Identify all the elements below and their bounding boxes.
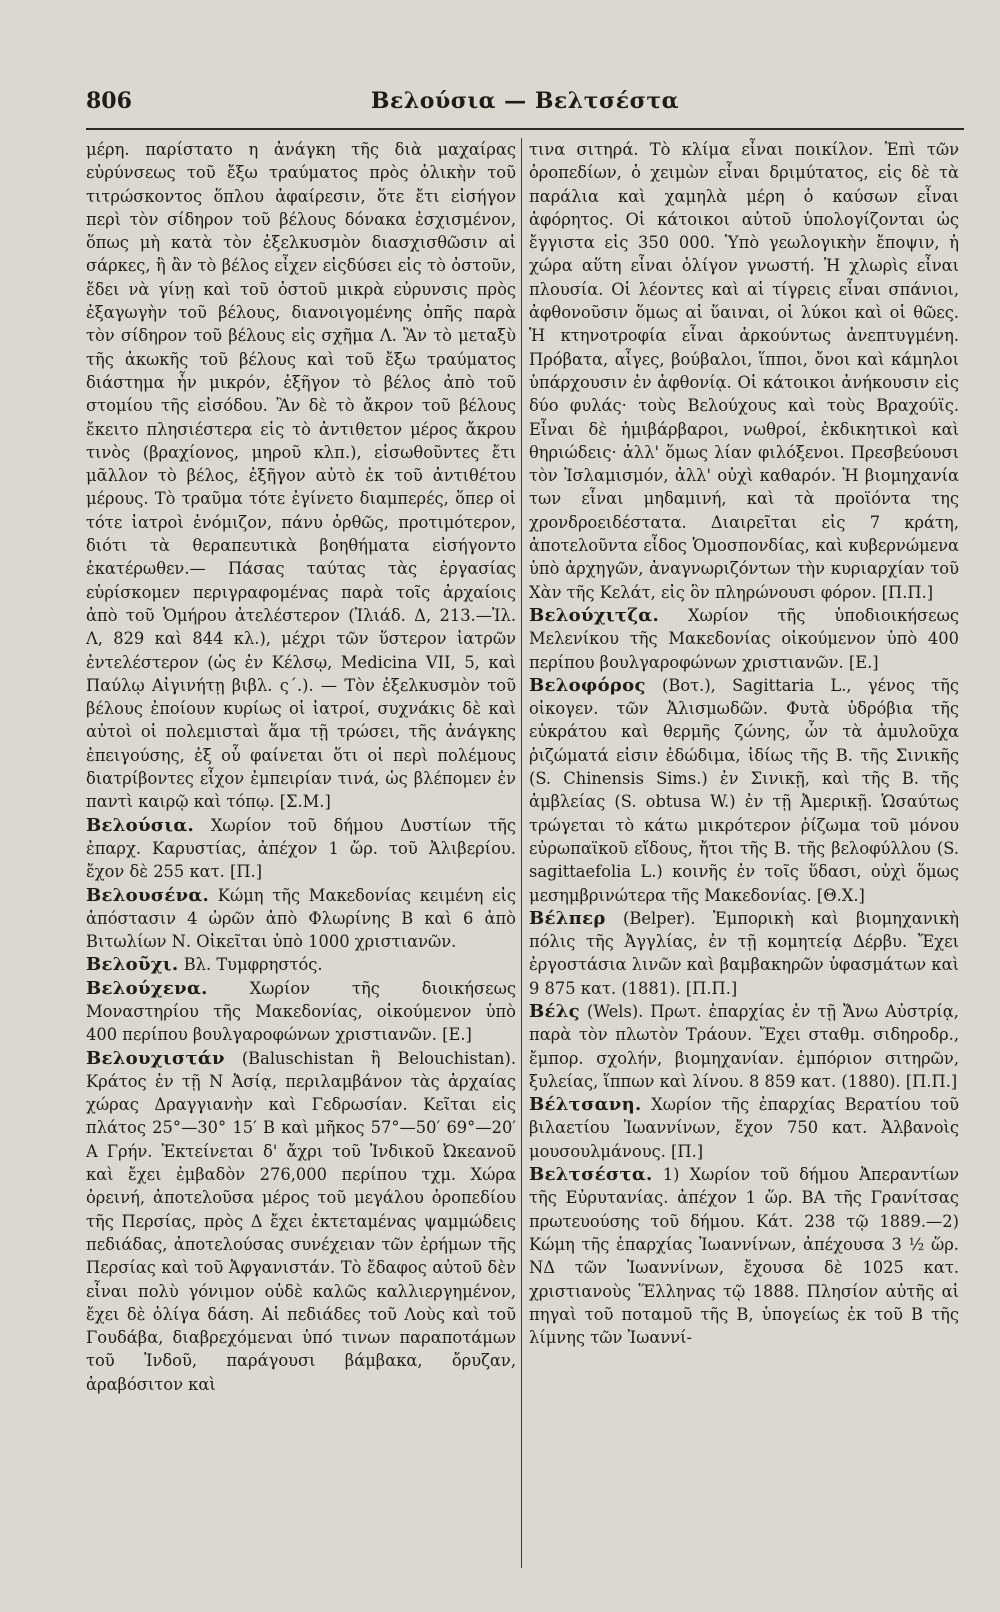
header-rule: [86, 128, 964, 130]
headword: Βελούχιτζα.: [529, 604, 660, 626]
entry-belousena: Βελουσένα. Κώμη τῆς Μακεδονίας κειμένη εἰς ἀπόστασιν 4 ὡρῶν ἀπὸ Φλωρίνης Β καὶ 6 ἀπὸ Βιτωλίων Ν. Οἰκεῖται ὑπὸ 1000 χριστιανῶν.: [86, 884, 516, 952]
headword: Βελοφόρος: [529, 674, 646, 696]
entry-beltsani: Βέλτσανη. Χωρίον τῆς ἐπαρχίας Βερατίου τοῦ βιλαετίου Ἰωαννίνων, ἔχον 750 κατ. Ἀλβανοὶς μουσουλμάνους. [Π.]: [529, 1094, 959, 1161]
right-column: [529, 138, 959, 1578]
entry-belouchitsa: Βελούχιτζα. Χωρίον τῆς ὑποδιοικήσεως Μελενίκου τῆς Μακεδονίας οἰκούμενον ὑπὸ 400 περίπου βουλγαροφώνων χριστιανῶν. [Ε.]: [529, 604, 959, 672]
headword: Βελουσένα.: [86, 884, 210, 906]
headword: Βελούσια.: [86, 814, 195, 836]
left-column: [86, 138, 516, 1578]
entry-beltsesta: Βελτσέστα. 1) Χωρίον τοῦ δήμου Ἀπεραντίων τῆς Εὐρυτανίας. ἀπέχον 1 ὥρ. ΒΑ τῆς Γρανίτσας πρωτευούσης τοῦ δήμου. Κάτ. 238 τῷ 1889.—2) Κώμη τῆς ἐπαρχίας Ἰωαννίνων, ἀπέχουσα 3 ½ ὥρ. ΝΔ τῶν Ἰωαννίνων, ἔχουσα δὲ 1025 κατ. χριστιανοὺς Ἕλληνας τῷ 1888. Πλησίον αὐτῆς αἱ πηγαὶ τοῦ ποταμοῦ τῆς Β, ὑπογείως ἐκ τοῦ Β τῆς λίμνης τῶν Ἰωαννί-: [529, 1164, 959, 1348]
entry-belouchi: Βελοῦχι. Βλ. Τυμφρηστός.: [86, 954, 323, 976]
column-divider: [521, 138, 522, 1568]
running-head: Βελούσια — Βελτσέστα: [370, 88, 680, 114]
entry-belouchistan: Βελουχιστάν (Baluschistan ἢ Belouchistan). Κράτος ἐν τῇ Ν Ἀσίᾳ, περιλαμβάνον τὰς ἀρχαίας χώρας Δραγγιανὴν καὶ Γεδρωσίαν. Κεῖται εἰς πλάτος 25°—30° 15′ Β καὶ μῆκος 57°—50′ 69°—20′ Α Γρήν. Ἐκτείνεται δ' ἄχρι τοῦ Ἰνδικοῦ Ὠκεανοῦ καὶ ἔχει ἐμβαδὸν 276,000 περίπου τχμ. Χώρα ὀρεινή, ἀποτελοῦσα μέρος τοῦ μεγάλου ὀροπεδίου τῆς Περσίας, πρὸς Δ ἔχει ἐκτεταμένας ψαμμώδεις πεδιάδας, ἀποτελούσας συνέχειαν τῶν ἐρήμων τῆς Περσίας καὶ τοῦ Ἀφγανιστάν. Τὸ ἔδαφος αὐτοῦ δὲν εἶναι πολὺ γόνιμον οὐδὲ καλῶς καλλιεργημένον, ἔχει δὲ ὀλίγα δάση. Αἱ πεδιάδες τοῦ Λοὺς καὶ τοῦ Γουδάβα, διαβρεχόμεναι ὑπό τινων παραποτάμων τοῦ Ἰνδοῦ, παράγουσι βάμβακα, ὄρυζαν, ἀραβόσιτον καὶ: [86, 1047, 516, 1394]
entry-belper: Βέλπερ (Belper). Ἐμπορικὴ καὶ βιομηχανικὴ πόλις τῆς Ἀγγλίας, ἐν τῇ κομητείᾳ Δέρβυ. Ἔχει ἐργοστάσια λινῶν καὶ βαμβακηρῶν ὑφασμάτων καὶ 9 875 κατ. (1881). [Π.Π.]: [529, 907, 959, 998]
headword: Βέλς: [529, 1000, 580, 1022]
headword: Βελτσέστα.: [529, 1164, 653, 1186]
page-number: 806: [86, 88, 132, 114]
entry-wels: Βέλς (Wels). Πρωτ. ἐπαρχίας ἐν τῇ Ἄνω Αὐστρίᾳ, παρὰ τὸν πλωτὸν Τράουν. Ἔχει σταθμ. σιδηροδρ., ἔμπορ. σχολήν, βιομηχανίαν. ἐμπόριον σιτηρῶν, ξυλείας, ἵππων καὶ λίνου. 8 859 κατ. (1880). [Π.Π.]: [529, 1000, 959, 1091]
entry-continuation: τινα σιτηρά. Τὸ κλίμα εἶναι ποικίλον. Ἐπὶ τῶν ὀροπεδίων, ὁ χειμὼν εἶναι δριμύτατος, εἰς δὲ τὰ παράλια καὶ χαμηλὰ μέρη ὁ καύσων εἶναι ἀφόρητος. Οἱ κάτοικοι αὐτοῦ ὑπολογίζονται ὡς ἔγγιστα εἰς 350 000. Ὑπὸ γεωλογικὴν ἔποψιν, ἡ χώρα αὕτη εἶναι ὀλίγον γνωστή. Ἡ χλωρὶς εἶναι πλουσία. Οἱ λέοντες καὶ αἱ τίγρεις εἶναι σπάνιοι, ἀφθονοῦσιν ὅμως αἱ ὕαιναι, οἱ λύκοι καὶ οἱ θῶες. Ἡ κτηνοτροφία εἶναι ἀρκούντως ἀνεπτυγμένη. Πρόβατα, αἶγες, βούβαλοι, ἵπποι, ὄνοι καὶ κάμηλοι ὑπάρχουσιν ἐν ἀφθονίᾳ. Οἱ κάτοικοι ἀνήκουσιν εἰς δύο φυλάς· τοὺς Βελούχους καὶ τοὺς Βραχούϊς. Εἶναι δὲ ἡμιβάρβαροι, νωθροί, ἐκδικητικοὶ καὶ θηριώδεις· ἀλλ' ὅμως λίαν φιλόξενοι. Πρεσβεύουσι τὸν Ἰσλαμισμόν, ἀλλ' οὐχὶ καθαρόν. Ἡ βιομηχανία των εἶναι μηδαμινή, καὶ τὰ προϊόντα της χρονδροειδέστατα. Διαιρεῖται εἰς 7 κράτη, ἀποτελοῦντα εἶδος Ὁμοσπονδίας, καὶ κυβερνώμενα ὑπὸ ἀρχηγῶν, ἀναγνωριζόντων τὴν κυριαρχίαν τοῦ Χὰν τῆς Κελάτ, εἰς ὃν πληρώνουσι φόρον. [Π.Π.]: [529, 140, 959, 602]
entry-continuation: μέρη. παρίστατο η ἀνάγκη τῆς διὰ μαχαίρας εὐρύνσεως τοῦ ἔξω τραύματος πρὸς ὁλικὴν τοῦ τιτρώσκοντος ὅπλου ἀφαίρεσιν, ὅτε ἔτι εἰσήγον περὶ τὸν σίδηρον τοῦ βέλους δόνακα ἐσχισμένον, ὅπως μὴ κατὰ τὸν ἐξελκυσμὸν διασχισθῶσιν αἱ σάρκες, ἢ ἂν τὸ βέλος εἶχεν εἰςδύσει εἰς τὸ ὀστοῦν, ἔδει νὰ γίνῃ καὶ τοῦ ὀστοῦ μικρὰ εὐρυνσις πρὸς ἐξαγωγὴν τοῦ βέλους, διανοιγομένης ὀπῆς παρὰ τὸν σίδηρον τοῦ βέλους εἰς σχῆμα Λ. Ἂν τὸ μεταξὺ τῆς ἀκωκῆς τοῦ βέλους καὶ τοῦ ἔξω τραύματος διάστημα ἦν μικρόν, ἐξῆγον τὸ βέλος ἀπὸ τοῦ στομίου τῆς εἰσόδου. Ἂν δὲ τὸ ἄκρον τοῦ βέλους ἔκειτο πλησιέστερα εἰς τὸ ἀντιθετον μέρος ἄκρου τινὸς (βραχίονος, μηροῦ κλπ.), εἰσωθοῦντες ἔτι μᾶλλον τὸ βέλος, ἐξῆγον αὐτὸ ἐκ τοῦ ἀντιθέτου μέρους. Τὸ τραῦμα τότε ἐγίνετο διαμπερές, ὅπερ οἱ τότε ἰατροὶ ἐνόμιζον, πάνυ ὀρθῶς, προτιμότερον, διότι τὰ θεραπευτικὰ βοηθήματα εἰσήγοντο ἑκατέρωθεν.— Πάσας ταύτας τὰς ἐργασίας εὑρίσκομεν περιγραφομένας παρὰ τοῖς ἀρχαίοις ἀπὸ τοῦ Ὁμήρου ἀτελέστερον (Ἰλιάδ. Δ, 213.—Ἰλ. Λ, 829 καὶ 844 κλ.), μέχρι τῶν ὕστερον ἰατρῶν ἐντελέστερον (ὡς ἐν Κέλσῳ, Medicina VII, 5, καὶ Παύλῳ Αἰγινήτῃ βιβλ. ς΄.). — Τὸν ἐξελκυσμὸν τοῦ βέλους ἐποίουν κυρίως οἱ ἰατροί, συχνάκις δὲ καὶ αὐτοὶ οἱ πολεμισταὶ ἅμα τῇ τρώσει, τῆς ἀνάγκης ἐπειγούσης, ἐξ οὗ φαίνεται ὅτι οἱ περὶ πολέμους διατρίβοντες εἶχον ἐμπειρίαν τινά, ὡς βλέπομεν ἐν παντὶ καιρῷ καὶ τόπῳ. [Σ.Μ.]: [86, 140, 516, 812]
headword: Βελουχιστάν: [86, 1047, 225, 1069]
entry-belouchena: Βελούχενα. Χωρίον τῆς διοικήσεως Μοναστηρίου τῆς Μακεδονίας, οἰκούμενον ὑπὸ 400 περίπου βουλγαροφώνων χριστιανῶν. [Ε.]: [86, 977, 516, 1045]
page-header: [86, 88, 964, 128]
headword: Βέλπερ: [529, 907, 606, 929]
headword: Βελούχενα.: [86, 977, 208, 999]
entry-belophoros: Βελοφόρος (Βοτ.), Sagittaria L., γένος τῆς οἰκογεν. τῶν Ἀλισμωδῶν. Φυτὰ ὑδρόβια τῆς εὐκράτου καὶ θερμῆς ζώνης, ὧν τὰ ἀμυλοῦχα ῥιζώματά εἰσιν ἐδώδιμα, ἰδίως τῆς Β. τῆς Σινικῆς (S. Chinensis Sims.) ἐν Σινικῇ, καὶ τῆς Β. τῆς ἀμβλείας (S. obtusa W.) ἐν τῇ Ἀμερικῇ. Ὡσαύτως τρώγεται τὸ κάτω μικρότερον ῥίζωμα τοῦ μόνου εὐρωπαϊκοῦ εἴδους, ἤτοι τῆς Β. τῆς βελοφύλλου (S. sagittaefolia L.) κοινῆς ἐν τοῖς ὕδασι, οὐχὶ ὅμως μεσημβρινώτερα τῆς Μακεδονίας. [Θ.Χ.]: [529, 674, 959, 905]
headword: Βελοῦχι.: [86, 954, 179, 976]
headword: Βέλτσανη.: [529, 1094, 642, 1116]
entry-belousia: Βελούσια. Χωρίον τοῦ δήμου Δυστίων τῆς ἐπαρχ. Καρυστίας, ἀπέχον 1 ὥρ. τοῦ Ἀλιβερίου. ἔχον δὲ 255 κατ. [Π.]: [86, 814, 516, 882]
